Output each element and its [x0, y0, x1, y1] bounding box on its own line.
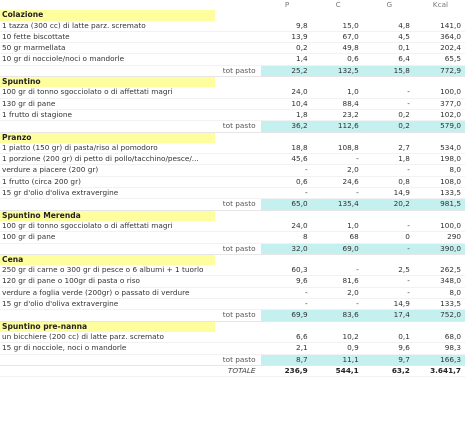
food-fat-value: - — [363, 276, 414, 287]
food-carbs-value: - — [312, 299, 363, 310]
header-spacer — [0, 0, 215, 10]
grand-total-row — [0, 365, 465, 376]
row-spacer — [215, 343, 260, 354]
food-kcal-value: 98,3 — [414, 343, 465, 354]
food-fat-value: 0 — [363, 232, 414, 243]
section-header-spacer — [312, 10, 363, 20]
meal-total-label: tot pasto — [215, 199, 260, 210]
food-name: un bicchiere (200 cc) di latte parz. scremato — [0, 332, 215, 343]
grand-total-protein: 236,9 — [261, 365, 312, 376]
food-carbs-value: - — [312, 265, 363, 276]
row-spacer — [215, 31, 260, 42]
meal-total-carbs: 83,6 — [312, 310, 363, 321]
food-carbs-value: - — [312, 188, 363, 199]
food-name: 250 gr di carne o 300 gr di pesce o 6 albumi + 1 tuorlo — [0, 265, 215, 276]
food-fat-value: 14,9 — [363, 188, 414, 199]
section-title: Spuntino pre-nanna — [0, 321, 215, 332]
food-row — [0, 87, 465, 98]
food-carbs-value: 2,0 — [312, 287, 363, 298]
meal-total-label: tot pasto — [215, 243, 260, 254]
grand-total-spacer — [0, 365, 215, 376]
food-row — [0, 109, 465, 120]
section-header-spacer — [261, 10, 312, 20]
food-kcal-value: 141,0 — [414, 21, 465, 32]
meal-total-fat: 0,2 — [363, 121, 414, 132]
section-header-spacer — [363, 132, 414, 143]
food-name: 15 gr di nocciole, noci o mandorle — [0, 343, 215, 354]
section-header — [0, 77, 465, 88]
section-header-spacer — [363, 210, 414, 221]
food-kcal-value: 102,0 — [414, 109, 465, 120]
food-protein-value: - — [261, 188, 312, 199]
meal-total-kcal: 390,0 — [414, 243, 465, 254]
meal-total-row — [0, 310, 465, 321]
section-header-spacer — [363, 77, 414, 88]
meal-total-kcal: 752,0 — [414, 310, 465, 321]
food-row — [0, 43, 465, 54]
food-protein-value: 60,3 — [261, 265, 312, 276]
food-name: 100 gr di pane — [0, 232, 215, 243]
food-fat-value: 0,1 — [363, 332, 414, 343]
food-kcal-value: 100,0 — [414, 87, 465, 98]
meal-total-carbs: 132,5 — [312, 65, 363, 76]
section-header-spacer — [215, 321, 260, 332]
food-kcal-value: 68,0 — [414, 332, 465, 343]
meal-total-carbs: 11,1 — [312, 354, 363, 365]
food-fat-value: 0,8 — [363, 176, 414, 187]
food-kcal-value: 290 — [414, 232, 465, 243]
row-spacer — [215, 176, 260, 187]
section-header-spacer — [363, 254, 414, 265]
meal-total-kcal: 981,5 — [414, 199, 465, 210]
food-protein-value: 10,4 — [261, 98, 312, 109]
food-fat-value: 2,7 — [363, 143, 414, 154]
food-protein-value: 9,6 — [261, 276, 312, 287]
grand-total-carbs: 544,1 — [312, 365, 363, 376]
section-header-spacer — [414, 321, 465, 332]
meal-total-carbs: 69,0 — [312, 243, 363, 254]
food-row — [0, 143, 465, 154]
meal-total-kcal: 166,3 — [414, 354, 465, 365]
meal-total-label: tot pasto — [215, 310, 260, 321]
meal-total-spacer — [0, 65, 215, 76]
section-header-spacer — [363, 321, 414, 332]
column-header-kcal: Kcal — [432, 0, 449, 9]
meal-total-label: tot pasto — [215, 354, 260, 365]
meal-total-row — [0, 65, 465, 76]
section-header-spacer — [312, 210, 363, 221]
food-name: 1 tazza (300 cc) di latte parz. scremato — [0, 21, 215, 32]
section-header-spacer — [363, 10, 414, 20]
food-kcal-value: 262,5 — [414, 265, 465, 276]
row-spacer — [215, 287, 260, 298]
section-header-spacer — [414, 10, 465, 20]
food-row — [0, 221, 465, 232]
section-header-spacer — [215, 132, 260, 143]
section-header-spacer — [312, 132, 363, 143]
column-header-carbs: C — [335, 0, 341, 9]
food-carbs-value: 2,0 — [312, 165, 363, 176]
section-header — [0, 210, 465, 221]
food-row — [0, 21, 465, 32]
row-spacer — [215, 143, 260, 154]
food-row — [0, 299, 465, 310]
row-spacer — [215, 299, 260, 310]
meal-total-spacer — [0, 121, 215, 132]
row-spacer — [215, 265, 260, 276]
food-fat-value: - — [363, 287, 414, 298]
food-protein-value: 0,2 — [261, 43, 312, 54]
row-spacer — [215, 98, 260, 109]
food-carbs-value: 15,0 — [312, 21, 363, 32]
section-header-spacer — [312, 254, 363, 265]
section-header-spacer — [312, 321, 363, 332]
meal-total-carbs: 112,6 — [312, 121, 363, 132]
meal-total-fat: 15,8 — [363, 65, 414, 76]
section-header-spacer — [215, 254, 260, 265]
food-carbs-value: 24,6 — [312, 176, 363, 187]
food-kcal-value: 377,0 — [414, 98, 465, 109]
food-name: 1 piatto (150 gr) di pasta/riso al pomodoro — [0, 143, 215, 154]
food-protein-value: 13,9 — [261, 31, 312, 42]
section-header-spacer — [215, 210, 260, 221]
food-protein-value: 45,6 — [261, 154, 312, 165]
section-header-spacer — [312, 77, 363, 88]
food-protein-value: 9,8 — [261, 21, 312, 32]
food-carbs-value: 88,4 — [312, 98, 363, 109]
meal-total-carbs: 135,4 — [312, 199, 363, 210]
meal-total-spacer — [0, 310, 215, 321]
meal-total-protein: 36,2 — [261, 121, 312, 132]
meal-total-row — [0, 243, 465, 254]
food-row — [0, 31, 465, 42]
grand-total-label: TOTALE — [215, 365, 260, 376]
food-kcal-value: 8,0 — [414, 165, 465, 176]
meal-total-protein: 8,7 — [261, 354, 312, 365]
food-fat-value: - — [363, 221, 414, 232]
food-name: 15 gr d'olio d'oliva extravergine — [0, 188, 215, 199]
food-kcal-value: 8,0 — [414, 287, 465, 298]
food-carbs-value: 67,0 — [312, 31, 363, 42]
header-spacer-2 — [215, 0, 260, 10]
row-spacer — [215, 276, 260, 287]
column-header-protein: P — [284, 0, 290, 9]
row-spacer — [215, 232, 260, 243]
meal-total-spacer — [0, 199, 215, 210]
meal-total-row — [0, 354, 465, 365]
section-header — [0, 132, 465, 143]
row-spacer — [215, 87, 260, 98]
food-name: 120 gr di pane o 100gr di pasta o riso — [0, 276, 215, 287]
grand-total-kcal: 3.641,7 — [414, 365, 465, 376]
section-header-spacer — [215, 77, 260, 88]
meal-total-label: tot pasto — [215, 65, 260, 76]
food-carbs-value: 23,2 — [312, 109, 363, 120]
food-carbs-value: 1,0 — [312, 221, 363, 232]
row-spacer — [215, 154, 260, 165]
food-name: 1 frutto di stagione — [0, 109, 215, 120]
section-header-spacer — [261, 132, 312, 143]
section-header-spacer — [414, 254, 465, 265]
section-title: Colazione — [0, 10, 215, 20]
food-fat-value: 0,2 — [363, 109, 414, 120]
food-kcal-value: 100,0 — [414, 221, 465, 232]
food-row — [0, 176, 465, 187]
food-row — [0, 98, 465, 109]
row-spacer — [215, 109, 260, 120]
food-protein-value: 6,6 — [261, 332, 312, 343]
meal-total-protein: 65,0 — [261, 199, 312, 210]
meal-total-kcal: 579,0 — [414, 121, 465, 132]
section-header-spacer — [414, 210, 465, 221]
food-fat-value: 6,4 — [363, 54, 414, 65]
section-header-spacer — [261, 321, 312, 332]
food-carbs-value: 0,6 — [312, 54, 363, 65]
food-name: verdure a piacere (200 gr) — [0, 165, 215, 176]
food-name: 100 gr di tonno sgocciolato o di affettati magri — [0, 87, 215, 98]
section-title: Spuntino — [0, 77, 215, 88]
food-row — [0, 154, 465, 165]
food-name: 50 gr marmellata — [0, 43, 215, 54]
meal-total-row — [0, 199, 465, 210]
food-protein-value: - — [261, 287, 312, 298]
section-header-spacer — [215, 10, 260, 20]
food-protein-value: 8 — [261, 232, 312, 243]
food-name: 15 gr d'olio d'oliva extravergine — [0, 299, 215, 310]
meal-total-fat: 20,2 — [363, 199, 414, 210]
meal-total-row — [0, 121, 465, 132]
food-protein-value: 18,8 — [261, 143, 312, 154]
food-kcal-value: 364,0 — [414, 31, 465, 42]
food-fat-value: 14,9 — [363, 299, 414, 310]
section-header-spacer — [261, 77, 312, 88]
food-fat-value: 4,8 — [363, 21, 414, 32]
food-kcal-value: 348,0 — [414, 276, 465, 287]
food-fat-value: - — [363, 87, 414, 98]
row-spacer — [215, 43, 260, 54]
food-fat-value: 2,5 — [363, 265, 414, 276]
meal-total-label: tot pasto — [215, 121, 260, 132]
section-title: Pranzo — [0, 132, 215, 143]
food-row — [0, 232, 465, 243]
section-title: Cena — [0, 254, 215, 265]
row-spacer — [215, 21, 260, 32]
section-header-spacer — [261, 254, 312, 265]
section-header — [0, 10, 465, 20]
food-row — [0, 265, 465, 276]
food-protein-value: 24,0 — [261, 221, 312, 232]
meal-total-fat: - — [363, 243, 414, 254]
grand-total-fat: 63,2 — [363, 365, 414, 376]
food-name: 100 gr di tonno sgocciolato o di affettati magri — [0, 221, 215, 232]
row-spacer — [215, 221, 260, 232]
section-header-spacer — [414, 132, 465, 143]
food-carbs-value: 0,9 — [312, 343, 363, 354]
section-header-spacer — [414, 77, 465, 88]
food-row — [0, 165, 465, 176]
food-protein-value: 1,8 — [261, 109, 312, 120]
food-name: 1 frutto (circa 200 gr) — [0, 176, 215, 187]
row-spacer — [215, 188, 260, 199]
row-spacer — [215, 332, 260, 343]
food-fat-value: 0,1 — [363, 43, 414, 54]
food-fat-value: 9,6 — [363, 343, 414, 354]
food-carbs-value: 49,8 — [312, 43, 363, 54]
food-kcal-value: 202,4 — [414, 43, 465, 54]
food-protein-value: - — [261, 299, 312, 310]
food-name: 130 gr di pane — [0, 98, 215, 109]
meal-total-kcal: 772,9 — [414, 65, 465, 76]
food-row — [0, 287, 465, 298]
food-kcal-value: 108,0 — [414, 176, 465, 187]
food-carbs-value: 1,0 — [312, 87, 363, 98]
food-kcal-value: 65,5 — [414, 54, 465, 65]
food-fat-value: - — [363, 98, 414, 109]
food-carbs-value: 81,6 — [312, 276, 363, 287]
meal-total-protein: 32,0 — [261, 243, 312, 254]
food-protein-value: 24,0 — [261, 87, 312, 98]
section-header-spacer — [261, 210, 312, 221]
section-header — [0, 321, 465, 332]
food-carbs-value: 10,2 — [312, 332, 363, 343]
food-fat-value: 4,5 — [363, 31, 414, 42]
food-name: verdure a foglia verde (200gr) o passato di verdure — [0, 287, 215, 298]
header-row — [0, 0, 465, 10]
section-title: Spuntino Merenda — [0, 210, 215, 221]
food-row — [0, 332, 465, 343]
food-protein-value: 2,1 — [261, 343, 312, 354]
food-row — [0, 188, 465, 199]
food-name: 10 gr di nocciole/noci o mandorle — [0, 54, 215, 65]
food-kcal-value: 133,5 — [414, 299, 465, 310]
row-spacer — [215, 165, 260, 176]
meal-total-fat: 9,7 — [363, 354, 414, 365]
food-fat-value: 1,8 — [363, 154, 414, 165]
food-carbs-value: 68 — [312, 232, 363, 243]
food-kcal-value: 198,0 — [414, 154, 465, 165]
food-name: 10 fette biscottate — [0, 31, 215, 42]
food-protein-value: - — [261, 165, 312, 176]
meal-total-spacer — [0, 243, 215, 254]
food-fat-value: - — [363, 165, 414, 176]
food-row — [0, 276, 465, 287]
meal-total-protein: 69,9 — [261, 310, 312, 321]
food-carbs-value: 108,8 — [312, 143, 363, 154]
column-header-fat: G — [386, 0, 393, 9]
food-row — [0, 54, 465, 65]
food-protein-value: 1,4 — [261, 54, 312, 65]
food-carbs-value: - — [312, 154, 363, 165]
meal-total-protein: 25,2 — [261, 65, 312, 76]
food-name: 1 porzione (200 gr) di petto di pollo/tacchino/pesce/... — [0, 154, 215, 165]
section-header — [0, 254, 465, 265]
meal-total-spacer — [0, 354, 215, 365]
meal-total-fat: 17,4 — [363, 310, 414, 321]
food-protein-value: 0,6 — [261, 176, 312, 187]
food-kcal-value: 534,0 — [414, 143, 465, 154]
row-spacer — [215, 54, 260, 65]
food-row — [0, 343, 465, 354]
food-kcal-value: 133,5 — [414, 188, 465, 199]
